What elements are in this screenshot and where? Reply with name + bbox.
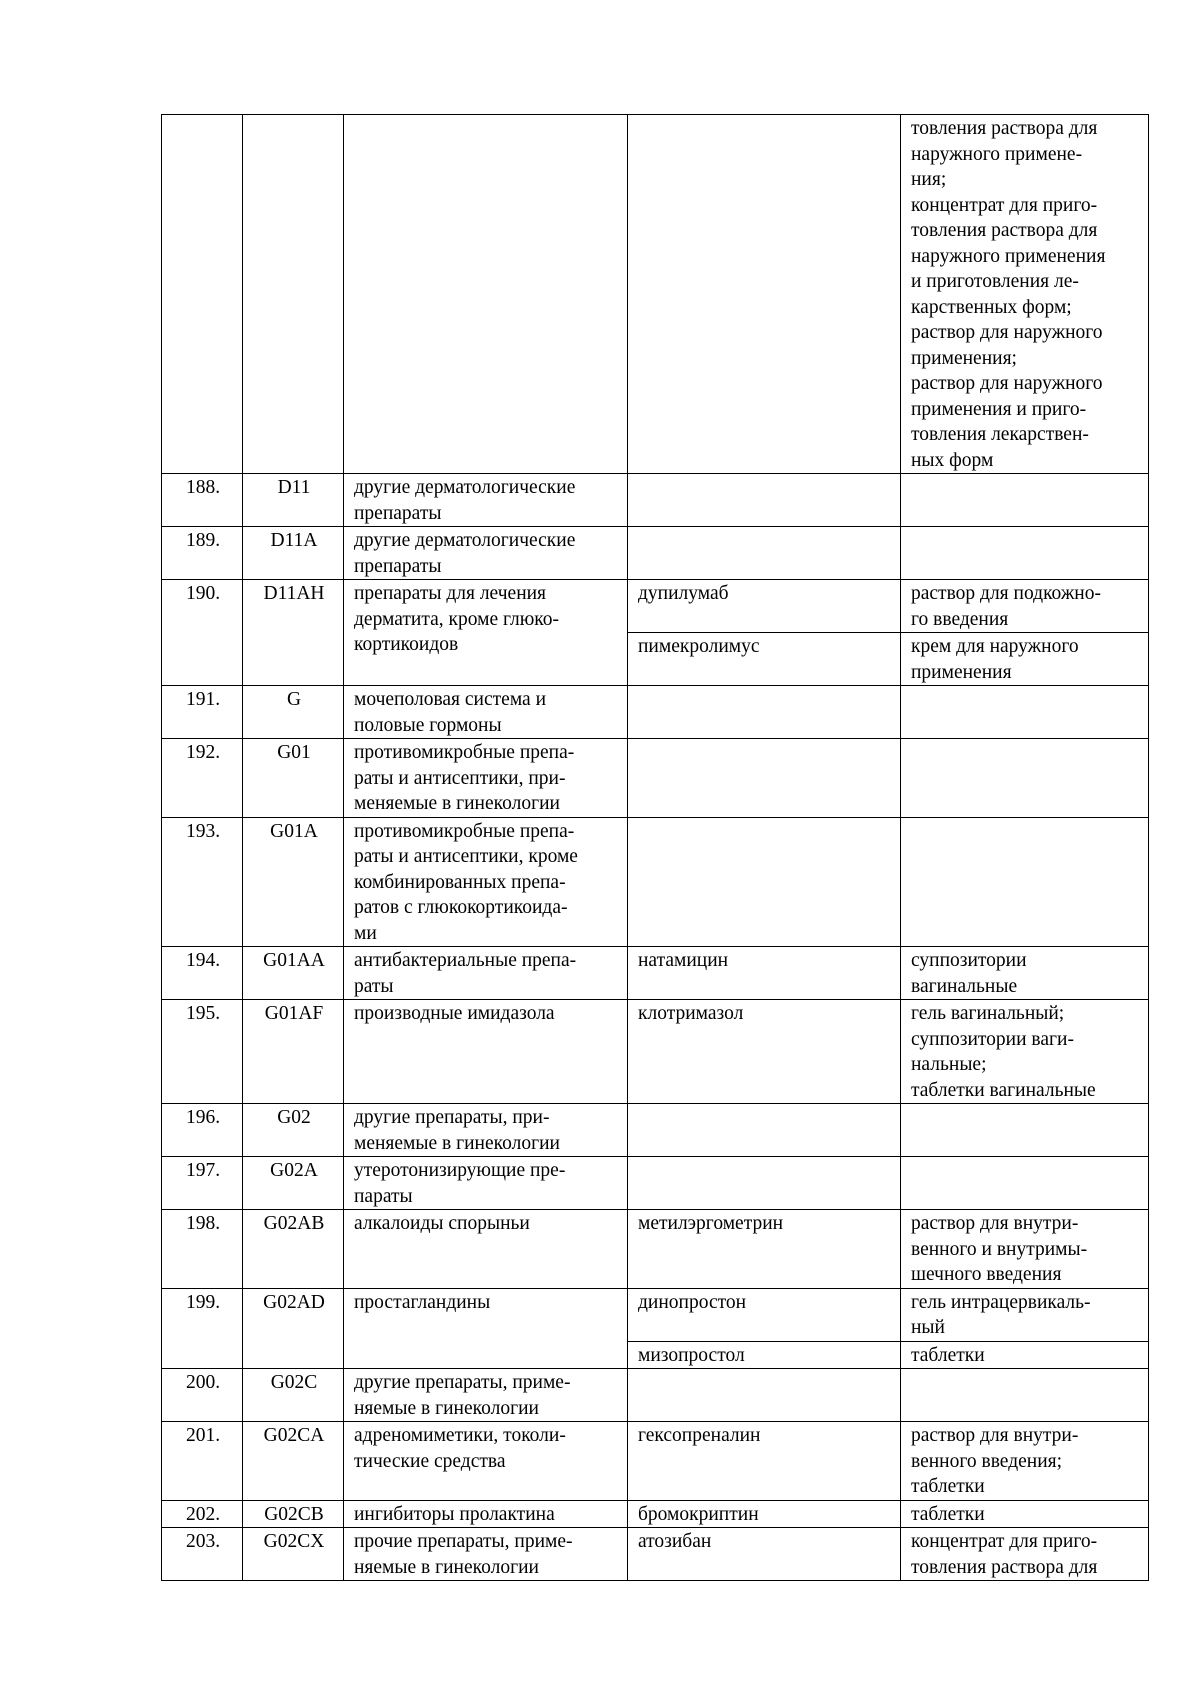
dosage-form-cell: раствор для внутри- венного и внутримы- шечного введения xyxy=(901,1210,1149,1289)
table-row xyxy=(162,1210,1149,1289)
dosage-form-cell: гель вагинальный; суппозитории ваги- нальные; таблетки вагинальные xyxy=(901,1000,1149,1104)
dosage-form-cell: гель интрацервикаль- ный xyxy=(901,1288,1149,1341)
anatomical-group-cell: ингибиторы пролактина xyxy=(344,1500,628,1528)
row-number-cell: 201. xyxy=(162,1422,243,1501)
row-number-cell: 200. xyxy=(162,1369,243,1422)
dosage-form-cell: суппозитории вагинальные xyxy=(901,947,1149,1000)
atc-code-cell: G02CA xyxy=(243,1422,344,1501)
table-row xyxy=(162,474,1149,527)
atc-code-cell: D11AH xyxy=(243,580,344,686)
table-row xyxy=(162,115,1149,474)
dosage-form-cell xyxy=(901,739,1149,818)
anatomical-group-cell: производные имидазола xyxy=(344,1000,628,1104)
anatomical-group-cell: другие препараты, при- меняемые в гинекологии xyxy=(344,1104,628,1157)
drug-name-cell: клотримазол xyxy=(628,1000,901,1104)
table-row xyxy=(162,1288,1149,1341)
drug-name-cell: атозибан xyxy=(628,1528,901,1581)
atc-code-cell: G xyxy=(243,686,344,739)
dosage-form-cell xyxy=(901,817,1149,947)
table-row xyxy=(162,686,1149,739)
dosage-form-cell xyxy=(901,1104,1149,1157)
dosage-form-cell: раствор для внутри- венного введения; таблетки xyxy=(901,1422,1149,1501)
drug-name-cell xyxy=(628,1104,901,1157)
anatomical-group-cell: алкалоиды спорыньи xyxy=(344,1210,628,1289)
drug-name-cell: мизопростол xyxy=(628,1341,901,1369)
anatomical-group-cell: препараты для лечения дерматита, кроме глюко- кортикоидов xyxy=(344,580,628,686)
drug-name-cell: метилэргометрин xyxy=(628,1210,901,1289)
row-number-cell: 190. xyxy=(162,580,243,686)
table-row xyxy=(162,739,1149,818)
dosage-form-cell xyxy=(901,1157,1149,1210)
table-row xyxy=(162,1422,1149,1501)
row-number-cell: 195. xyxy=(162,1000,243,1104)
row-number-cell: 196. xyxy=(162,1104,243,1157)
dosage-form-cell: раствор для подкожно- го введения xyxy=(901,580,1149,633)
atc-code-cell: D11 xyxy=(243,474,344,527)
table-row xyxy=(162,1157,1149,1210)
atc-code-cell: G02AB xyxy=(243,1210,344,1289)
dosage-form-cell xyxy=(901,686,1149,739)
drug-name-cell: гексопреналин xyxy=(628,1422,901,1501)
atc-code-cell: G02CB xyxy=(243,1500,344,1528)
anatomical-group-cell: мочеполовая система и половые гормоны xyxy=(344,686,628,739)
atc-code-cell xyxy=(243,115,344,474)
row-number-cell: 203. xyxy=(162,1528,243,1581)
drug-name-cell xyxy=(628,527,901,580)
table-row xyxy=(162,1104,1149,1157)
dosage-form-cell: таблетки xyxy=(901,1500,1149,1528)
dosage-form-cell: товления раствора для наружного примене- ния; концентрат для приго- товления раствора для наружного применения и приготовления ле- карственных форм; раствор для наружного применения; раствор для наружного применения и приго- товления лекарствен- ных форм xyxy=(901,115,1149,474)
drug-name-cell: дупилумаб xyxy=(628,580,901,633)
row-number-cell xyxy=(162,115,243,474)
anatomical-group-cell: другие препараты, приме- няемые в гинекологии xyxy=(344,1369,628,1422)
atc-code-cell: G01AF xyxy=(243,1000,344,1104)
atc-code-cell: G01 xyxy=(243,739,344,818)
atc-code-cell: G02 xyxy=(243,1104,344,1157)
table-row xyxy=(162,1528,1149,1581)
dosage-form-cell: концентрат для приго- товления раствора для xyxy=(901,1528,1149,1581)
drug-name-cell: бромокриптин xyxy=(628,1500,901,1528)
row-number-cell: 197. xyxy=(162,1157,243,1210)
dosage-form-cell xyxy=(901,1369,1149,1422)
table-row xyxy=(162,527,1149,580)
anatomical-group-cell: другие дерматологические препараты xyxy=(344,527,628,580)
anatomical-group-cell: другие дерматологические препараты xyxy=(344,474,628,527)
anatomical-group-cell: противомикробные препа- раты и антисептики, кроме комбинированных препа- ратов с глюкокортикоида- ми xyxy=(344,817,628,947)
drug-name-cell: натамицин xyxy=(628,947,901,1000)
row-number-cell: 194. xyxy=(162,947,243,1000)
atc-code-cell: G01AA xyxy=(243,947,344,1000)
table-row xyxy=(162,580,1149,633)
atc-code-cell: D11A xyxy=(243,527,344,580)
drug-name-cell xyxy=(628,1157,901,1210)
anatomical-group-cell: прочие препараты, приме- няемые в гинекологии xyxy=(344,1528,628,1581)
drug-name-cell xyxy=(628,686,901,739)
atc-code-cell: G02A xyxy=(243,1157,344,1210)
row-number-cell: 189. xyxy=(162,527,243,580)
row-number-cell: 192. xyxy=(162,739,243,818)
anatomical-group-cell: простагландины xyxy=(344,1288,628,1369)
anatomical-group-cell xyxy=(344,115,628,474)
atc-code-cell: G02CX xyxy=(243,1528,344,1581)
row-number-cell: 193. xyxy=(162,817,243,947)
drug-name-cell xyxy=(628,739,901,818)
table-body xyxy=(162,115,1149,1581)
table-row xyxy=(162,1369,1149,1422)
anatomical-group-cell: противомикробные препа- раты и антисептики, при- меняемые в гинекологии xyxy=(344,739,628,818)
table-row xyxy=(162,817,1149,947)
anatomical-group-cell: адреномиметики, токоли- тические средства xyxy=(344,1422,628,1501)
drug-name-cell: пимекролимус xyxy=(628,633,901,686)
drug-name-cell xyxy=(628,474,901,527)
drug-name-cell xyxy=(628,1369,901,1422)
table-row xyxy=(162,1500,1149,1528)
drug-name-cell xyxy=(628,115,901,474)
dosage-form-cell: таблетки xyxy=(901,1341,1149,1369)
drug-list-table xyxy=(161,114,1149,1581)
table-row xyxy=(162,1000,1149,1104)
anatomical-group-cell: антибактериальные препа- раты xyxy=(344,947,628,1000)
row-number-cell: 199. xyxy=(162,1288,243,1369)
dosage-form-cell xyxy=(901,527,1149,580)
anatomical-group-cell: утеротонизирующие пре- параты xyxy=(344,1157,628,1210)
row-number-cell: 188. xyxy=(162,474,243,527)
atc-code-cell: G02AD xyxy=(243,1288,344,1369)
row-number-cell: 202. xyxy=(162,1500,243,1528)
row-number-cell: 198. xyxy=(162,1210,243,1289)
drug-name-cell xyxy=(628,817,901,947)
drug-name-cell: динопростон xyxy=(628,1288,901,1341)
atc-code-cell: G01A xyxy=(243,817,344,947)
table-row xyxy=(162,947,1149,1000)
atc-code-cell: G02C xyxy=(243,1369,344,1422)
row-number-cell: 191. xyxy=(162,686,243,739)
dosage-form-cell: крем для наружного применения xyxy=(901,633,1149,686)
dosage-form-cell xyxy=(901,474,1149,527)
